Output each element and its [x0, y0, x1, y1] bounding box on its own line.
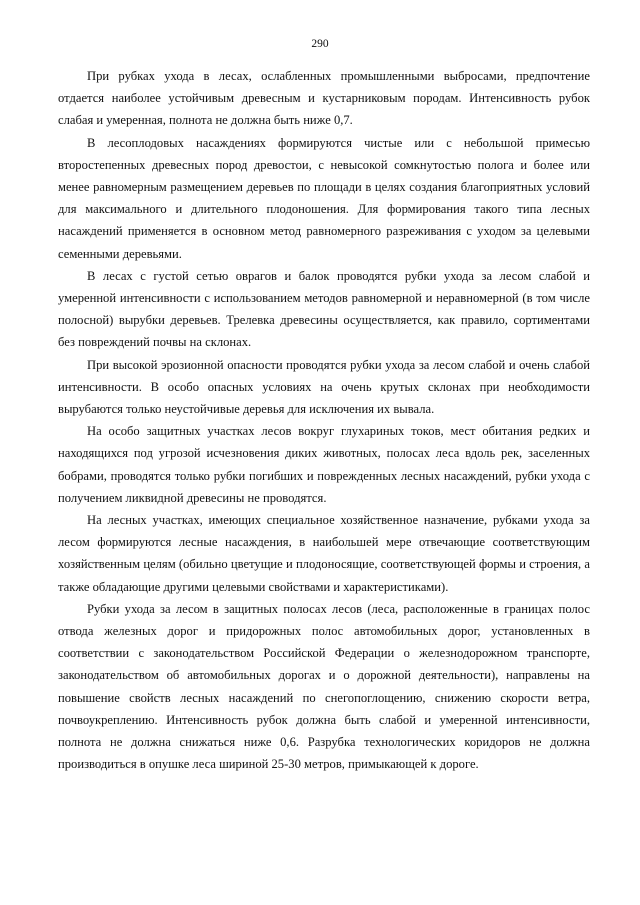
paragraph-fruit-forests: В лесоплодовых насаждениях формируются чистые или с небольшой примесью второстепенных древесных пород древостои, с невысокой сомкнутостью полога и более или менее равномерным размещением деревьев по площади в целях создания благоприятных условий для максимального и длительного плодоношения. Для формирования такого типа лесных насаждений применяется в основном метод равномерного разреживания с уходом за целевыми семенными деревьями.: [58, 135, 590, 261]
paragraph-ravines: В лесах с густой сетью оврагов и балок проводятся рубки ухода за лесом слабой и умеренной интенсивности с использованием методов равномерной и неравномерной (в том числе полосной) вырубки деревьев. Трелевка древесины осуществляется, как правило, сортиментами без повреждений почвы на склонах.: [58, 268, 590, 350]
paragraph-protected-areas: На особо защитных участках лесов вокруг глухариных токов, мест обитания редких и находящихся под угрозой исчезновения диких животных, полосах леса вдоль рек, заселенных бобрами, проводятся только рубки погибших и поврежденных лесных насаждений, рубки ухода с получением ликвидной древесины не проводятся.: [58, 424, 590, 505]
paragraph-erosion: При высокой эрозионной опасности проводятся рубки ухода за лесом слабой и очень слабой интенсивности. В особо опасных условиях на очень крутых склонах при необходимости вырубаются только неустойчивые деревья для исключения их вывала.: [58, 357, 590, 417]
page-number: 290: [311, 38, 329, 50]
paragraph-special-purpose: На лесных участках, имеющих специальное хозяйственное назначение, рубками ухода за лесом формируются лесные насаждения, в наибольшей мере отвечающие соответствующим хозяйственным целям (обильно цветущие и плодоносящие, соответствующей формы и строения, а также обладающие другими целевыми свойствами и характеристиками).: [58, 513, 590, 594]
document-body: [58, 65, 590, 776]
paragraph-industrial-emissions: При рубках ухода в лесах, ослабленных промышленными выбросами, предпочтение отдается наиболее устойчивым древесным и кустарниковым породам. Интенсивность рубок слабая и умеренная, полнота не должна быть ниже 0,7.: [58, 69, 590, 128]
paragraph-protective-strips: Рубки ухода за лесом в защитных полосах лесов (леса, расположенные в границах полос отвода железных дорог и придорожных полос автомобильных дорог, установленных в соответствии с законодательством Российской Федерации о железнодорожном транспорте, законодательством об автомобильных дорогах и о дорожной деятельности), направлены на повышение свойств лесных насаждений по снегопоглощению, снижению скорости ветра, почвоукреплению. Интенсивность рубок должна быть слабой и умеренной интенсивности, полнота не должна снижаться ниже 0,6. Разрубка технологических коридоров не должна производиться в опушке леса шириной 25-30 метров, примыкающей к дороге.: [58, 601, 590, 772]
